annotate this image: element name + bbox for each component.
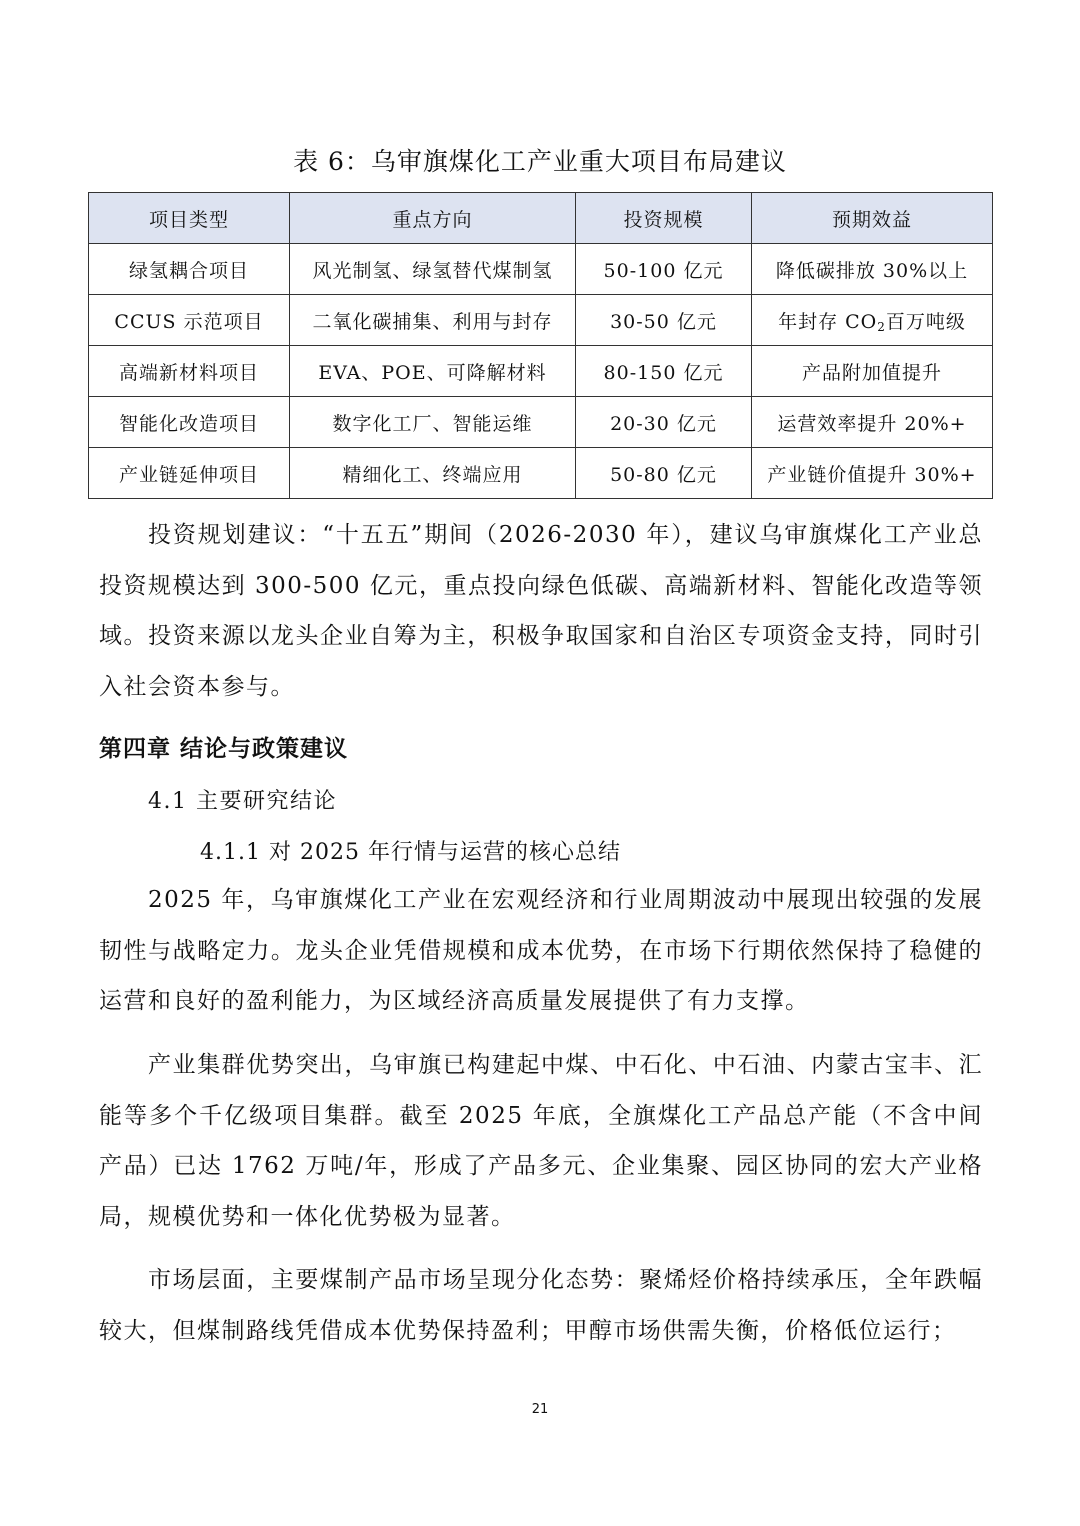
header-project-type: 项目类型 <box>89 193 290 244</box>
table-cell: 智能化改造项目 <box>89 397 290 448</box>
section-heading: 4.1 主要研究结论 <box>148 789 337 814</box>
table-cell: 二氧化碳捕集、利用与封存 <box>290 295 576 346</box>
table-caption: 表 6：乌审旗煤化工产业重大项目布局建议 <box>293 147 787 176</box>
table-cell: EVA、POE、可降解材料 <box>290 346 576 397</box>
table-cell: 80-150 亿元 <box>576 346 752 397</box>
page-number: 21 <box>531 1402 549 1417</box>
table-cell: 运营效率提升 20%+ <box>752 397 993 448</box>
co2-prefix: 年封存 CO <box>778 310 878 333</box>
chapter-heading: 第四章 结论与政策建议 <box>99 736 349 762</box>
table-header-row <box>89 193 993 244</box>
table-cell: 产业链延伸项目 <box>89 448 290 499</box>
table-cell: 绿氢耦合项目 <box>89 244 290 295</box>
project-layout-table <box>88 192 993 499</box>
header-focus-direction: 重点方向 <box>290 193 576 244</box>
table-cell: 高端新材料项目 <box>89 346 290 397</box>
subsection-heading: 4.1.1 对 2025 年行情与运营的核心总结 <box>200 840 621 865</box>
paragraph-investment: 投资规划建议：“十五五”期间（2026-2030 年），建议乌审旗煤化工产业总投资规模达到 300-500 亿元，重点投向绿色低碳、高端新材料、智能化改造等领域。投资来源以龙头企业自筹为主，积极争取国家和自治区专项资金支持，同时引入社会资本参与。 <box>99 522 983 700</box>
table-cell: 精细化工、终端应用 <box>290 448 576 499</box>
table-cell: 30-50 亿元 <box>576 295 752 346</box>
table-cell: 风光制氢、绿氢替代煤制氢 <box>290 244 576 295</box>
table-cell: 20-30 亿元 <box>576 397 752 448</box>
paragraph-summary-2025: 2025 年，乌审旗煤化工产业在宏观经济和行业周期波动中展现出较强的发展韧性与战略定力。龙头企业凭借规模和成本优势，在市场下行期依然保持了稳健的运营和良好的盈利能力，为区域经济高质量发展提供了有力支撑。 <box>99 887 983 1014</box>
table-cell: 产品附加值提升 <box>752 346 993 397</box>
table-cell-co2 <box>752 295 993 346</box>
table-cell: 降低碳排放 30%以上 <box>752 244 993 295</box>
paragraph-market: 市场层面，主要煤制产品市场呈现分化态势：聚烯烃价格持续承压，全年跌幅较大，但煤制路线凭借成本优势保持盈利；甲醇市场供需失衡，价格低位运行； <box>99 1267 983 1344</box>
table-row <box>89 397 993 448</box>
table-cell: 50-80 亿元 <box>576 448 752 499</box>
table-row <box>89 295 993 346</box>
table-row <box>89 448 993 499</box>
table-row <box>89 244 993 295</box>
table-row <box>89 346 993 397</box>
table-cell: 50-100 亿元 <box>576 244 752 295</box>
header-expected-benefit: 预期效益 <box>752 193 993 244</box>
paragraph-cluster: 产业集群优势突出，乌审旗已构建起中煤、中石化、中石油、内蒙古宝丰、汇能等多个千亿级项目集群。截至 2025 年底，全旗煤化工产品总产能（不含中间产品）已达 1762 万吨/年，形成了产品多元、企业集聚、园区协同的宏大产业格局，规模优势和一体化优势极为显著。 <box>99 1052 983 1230</box>
table-cell: 数字化工厂、智能运维 <box>290 397 576 448</box>
header-investment-scale: 投资规模 <box>576 193 752 244</box>
co2-subscript: 2 <box>877 319 886 334</box>
co2-suffix: 百万吨级 <box>885 310 966 333</box>
table-cell: 产业链价值提升 30%+ <box>752 448 993 499</box>
table-cell: CCUS 示范项目 <box>89 295 290 346</box>
